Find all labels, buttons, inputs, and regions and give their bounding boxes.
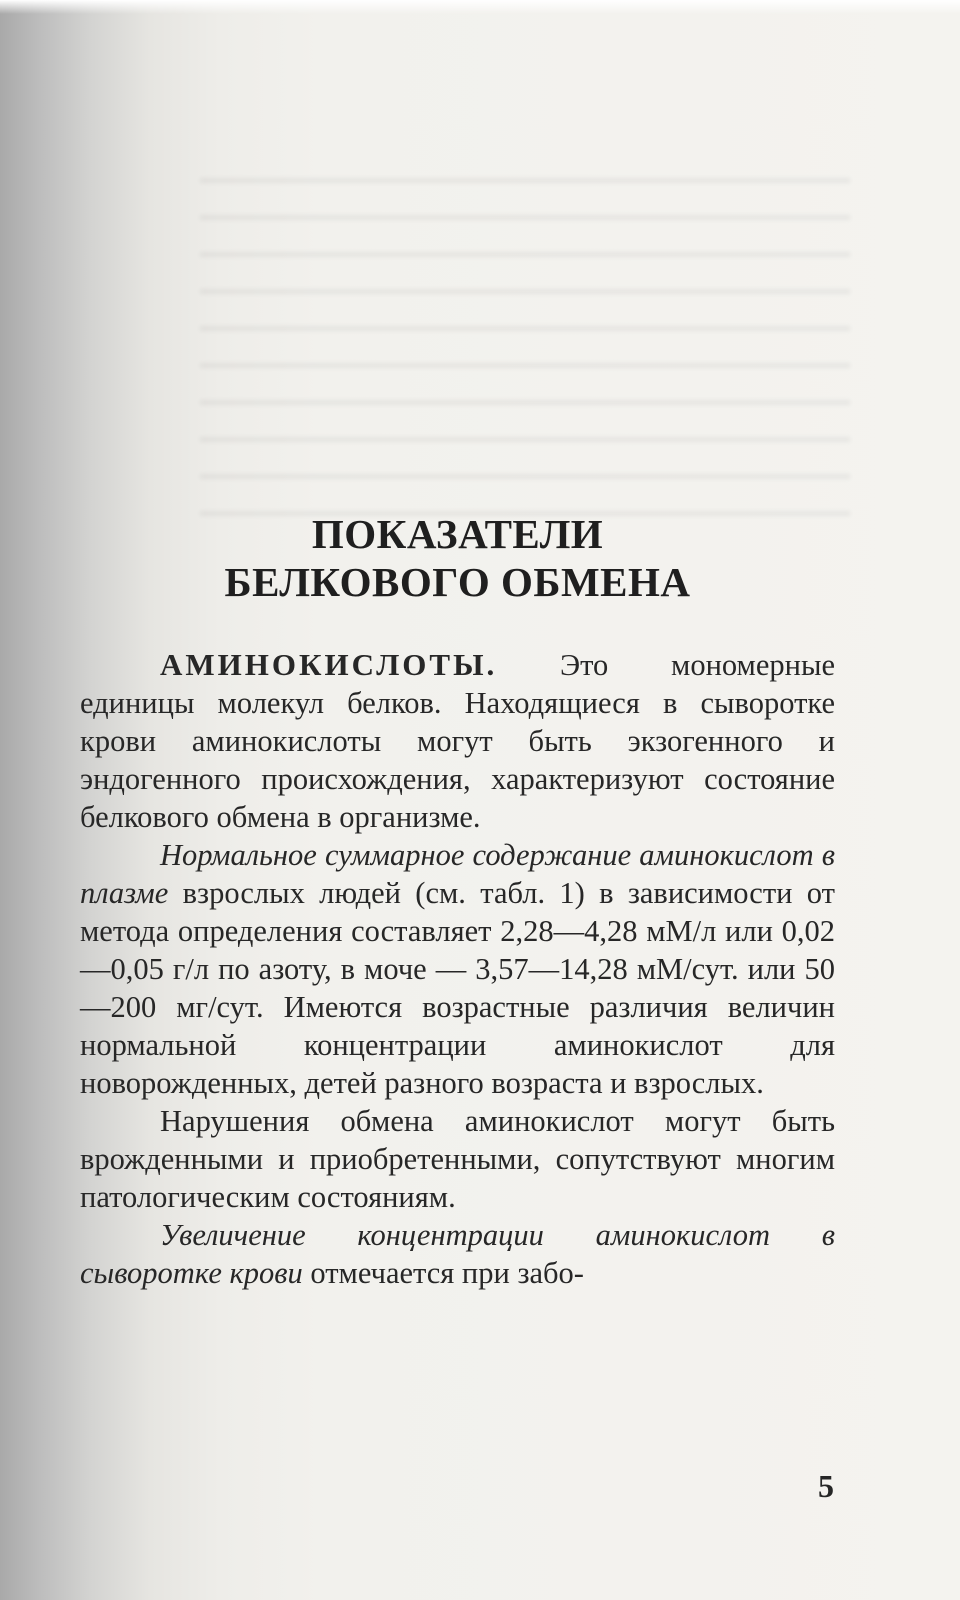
section-heading xyxy=(80,510,835,606)
page-content xyxy=(80,510,835,1292)
paragraph-3-text: Нарушения обмена аминокислот могут быть врожденными и приобретенными, сопутствуют многим патологическим состояниям. xyxy=(80,1104,835,1214)
paragraph-4-text: отмечается при забо- xyxy=(302,1256,584,1290)
paragraph-normal-content xyxy=(80,836,835,1102)
show-through-text xyxy=(200,150,850,530)
paragraph-increase xyxy=(80,1216,835,1292)
term-amino-acids: АМИНОКИСЛОТЫ. xyxy=(160,647,498,682)
paragraph-disorders xyxy=(80,1102,835,1216)
paragraph-1-text: Это мономерные единицы молекул белков. Находящиеся в сыворотке крови аминокислоты могут быть экзогенного и эндогенного происхождения, характеризуют состояние белкового обмена в организме. xyxy=(80,648,835,834)
paragraph-2-italic: Нормальное суммарное содержание аминокислот в плазме xyxy=(80,838,835,910)
paragraph-amino-acids xyxy=(80,646,835,836)
page-number: 5 xyxy=(818,1468,834,1504)
page-top-edge xyxy=(0,0,960,14)
paragraph-4-italic: Увеличение концентрации аминокислот в сыворотке крови xyxy=(80,1218,835,1290)
heading-line-1: ПОКАЗАТЕЛИ xyxy=(311,511,604,557)
heading-line-2: БЕЛКОВОГО ОБМЕНА xyxy=(224,559,691,605)
paragraph-2-text: взрослых людей (см. табл. 1) в зависимости от метода определения составляет 2,28—4,28 мМ/л или 0,02—0,05 г/л по азоту, в моче — 3,57—14,28 мМ/сут. или 50—200 мг/сут. Имеются возрастные различия величин нормальной концентрации аминокислот для новорожденных, детей разного возраста и взрослых. xyxy=(80,876,835,1100)
